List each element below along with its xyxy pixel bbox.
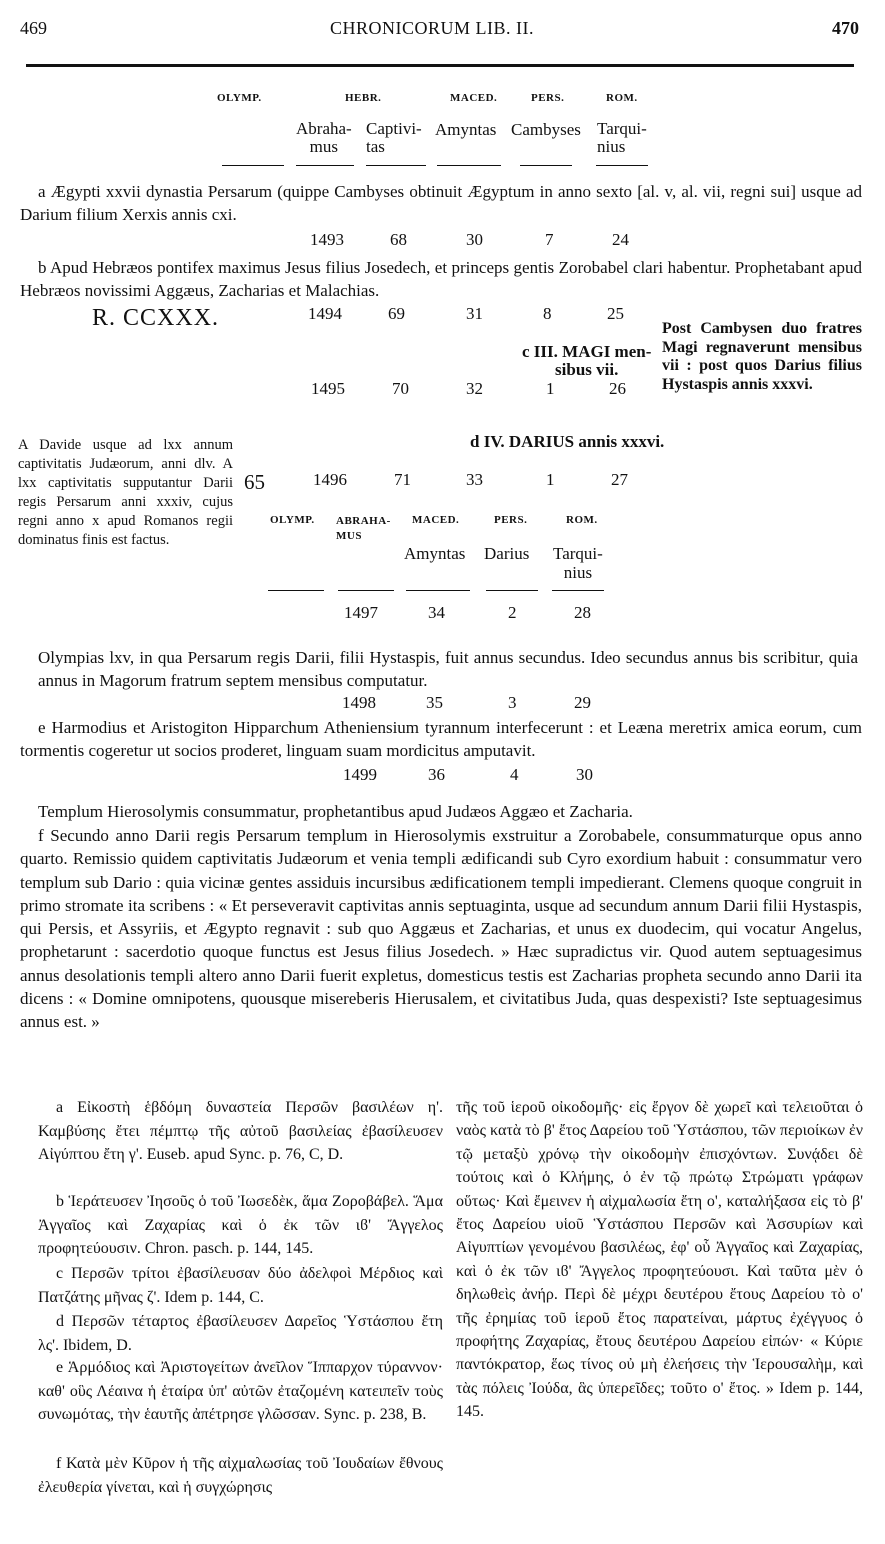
col-label-rom: ROM. — [606, 92, 638, 104]
year-cell: 4 — [510, 765, 519, 784]
year-cell: 34 — [428, 603, 445, 622]
col-name-tarquinius: Tarqui- nius — [597, 119, 647, 156]
col-name-abrahamus: Abraha- mus — [296, 119, 352, 156]
footnote-b: b Ἱεράτευσεν Ἰησοῦς ὁ τοῦ Ἰωσεδὲκ, ἅμα Ζοροβάβελ. Ἅμα Ἀγγαῖος καὶ Ζαχαρίας καὶ ὁ ἐκ τῶν ιϐ' Ἄγγελος προφητεύουσιν. Chron. pasch. p. 144, 145. — [38, 1193, 443, 1257]
margin-note: A Davide usque ad lxx annum captivitatis Judæorum, anni dlv. A lxx captivitatis supputantur Darii regis Persarum anni xxxiv, cujus regni anno x apud Romanos regii dominatus finis est factus. — [18, 437, 233, 548]
col-name-amyntas: Amyntas — [404, 544, 466, 563]
year-cell: 35 — [426, 693, 443, 712]
year-cell: 1 — [546, 379, 555, 398]
table-rule — [338, 590, 394, 591]
year-cell: 3 — [508, 693, 517, 712]
year-cell: 2 — [508, 603, 517, 622]
darius-entry: d IV. DARIUS annis xxxvi. — [470, 432, 665, 451]
year-cell: 1 — [546, 470, 555, 489]
right-side-note: Post Cambysen duo fratres Magi regnaverunt mensibus vii : post quos Darius filius Hystaspis annis xxxvi. — [662, 320, 862, 393]
running-title: CHRONICORUM LIB. II. — [330, 18, 535, 38]
year-cell: 8 — [543, 304, 552, 323]
year-cell: 69 — [388, 304, 405, 323]
year-cell: 1498 — [342, 693, 376, 712]
year-cell: 32 — [466, 379, 483, 398]
table-rule — [268, 590, 324, 591]
table-rule — [406, 590, 470, 591]
page-number-right: 470 — [832, 18, 859, 38]
year-cell: 71 — [394, 470, 411, 489]
magi-entry: c III. MAGI men- sibus vii. — [522, 342, 652, 379]
olympiad-number: 65 — [244, 470, 265, 494]
year-cell: 1499 — [343, 765, 377, 784]
col-label-pers: PERS. — [494, 514, 528, 526]
col-label-olymp: OLYMP. — [270, 514, 315, 526]
year-cell: 68 — [390, 230, 407, 249]
table-rule — [437, 165, 501, 166]
year-cell: 28 — [574, 603, 591, 622]
year-cell: 7 — [545, 230, 554, 249]
col-name-amyntas: Amyntas — [435, 120, 497, 139]
col-label-olymp: OLYMP. — [217, 92, 262, 104]
col-label-hebr: HEBR. — [345, 92, 382, 104]
year-cell: 24 — [612, 230, 629, 249]
year-cell: 36 — [428, 765, 445, 784]
year-cell: 29 — [574, 693, 591, 712]
col-label-abrahamus: ABRAHA- MUS — [336, 515, 391, 542]
year-cell: 33 — [466, 470, 483, 489]
footnote-c: c Περσῶν τρίτοι ἐβασίλευσαν δύο ἀδελφοὶ Μέρδιος καὶ Πατζάτης μῆνας ζ'. Idem p. 144, C. — [38, 1265, 443, 1306]
footnote-d: d Περσῶν τέταρτος ἐβασίλευσεν Δαρεῖος Ὑστάσπου ἔτη λς'. Ibidem, D. — [38, 1313, 443, 1354]
paragraph-f: f Secundo anno Darii regis Persarum templum in Hierosolymis exstruitur a Zorobabele, consummaturque opus anno quarto. Remissio quidem captivitatis Judæorum et venia templi ædificandi sub Cyro exordium habuit : consummatur vero templum sub Dario : quia vicinæ gentes assiduis incursibus ædificationem templi impedierant. Clemens quoque congruit in primo stromate ita scribens : « Et perseveravit captivitas annis septuaginta, usque ad secundum annum Darii filii Hystaspis, qui Persis, et Assyriis, et Ægypto regnavit : sub quo Aggæus et Zacharias, et unus ex duodecim, qui vocatur Angelus, prophetarunt : sacerdotio quoque functus est Jesus filius Josedech. » Hæc supradictus vir. Quod autem septuagesimus annus desolationis templi altero anno Darii fuerit expletus, domesticus testis est Zacharias propheta secundo anno Darii ita dicens : « Domine omnipotens, quousque misereberis Hierusalem, et civitatibus Juda, quas despexisti? Iste septuagesimus annus est. » — [20, 826, 862, 1032]
year-cell: 1494 — [308, 304, 342, 323]
year-cell: 25 — [607, 304, 624, 323]
paragraph-b: b Apud Hebræos pontifex maximus Jesus filius Josedech, et princeps gentis Zorobabel clari habentur. Prophetabant apud Hebræos novissimi Aggæus, Zacharias et Malachias. — [20, 258, 862, 300]
col-name-captivitas: Captivi- tas — [366, 119, 422, 156]
paragraph-a: a Ægypti xxvii dynastia Persarum (quippe Cambyses obtinuit Ægyptum in anno sexto [al. v, al. vii, regni sui] usque ad Darium filium Xerxis annis cxi. — [20, 182, 862, 224]
table-rule — [366, 165, 426, 166]
year-cell: 30 — [576, 765, 593, 784]
header-rule — [26, 64, 854, 67]
table-rule — [520, 165, 572, 166]
year-cell: 27 — [611, 470, 628, 489]
paragraph-olympias: Olympias lxv, in qua Persarum regis Darii, filii Hystaspis, fuit annus secundus. Ideo secundus annus bis scribitur, quia annus in Magorum fratrum septem mensibus computatur. — [38, 648, 858, 690]
col-label-maced: MACED. — [412, 514, 460, 526]
year-cell: 70 — [392, 379, 409, 398]
table-rule — [596, 165, 648, 166]
table-rule — [296, 165, 354, 166]
year-cell: 1493 — [310, 230, 344, 249]
footnote-e: e Ἁρμόδιος καὶ Ἀριστογείτων ἀνεῖλον Ἵππαρχον τύραννον· καθ' οὓς Λέαινα ἡ ἑταίρα ὑπ' αὐτῶν ἐταζομένη κατειπεῖν τοὺς συνωμότας, τὴν ἑαυτῆς ἀπέτρησε γλῶσσαν. Sync. p. 238, B. — [38, 1359, 443, 1423]
col-name-cambyses: Cambyses — [511, 120, 581, 139]
col-label-maced: MACED. — [450, 92, 498, 104]
paragraph-e: e Harmodius et Aristogiton Hipparchum Atheniensium tyrannum interfecerunt : et Leæna meretrix amica eorum, cum tormentis cogeretur ut socios proderet, linguam suam mordicitus amputavit. — [20, 718, 862, 760]
reign-label: R. CCXXX. — [92, 305, 220, 331]
col-label-pers: PERS. — [531, 92, 565, 104]
year-cell: 1495 — [311, 379, 345, 398]
col-name-tarquinius: Tarqui- nius — [553, 544, 603, 582]
table-rule — [222, 165, 284, 166]
table-rule — [486, 590, 538, 591]
footnote-f-continued: τῆς τοῦ ἱεροῦ οἰκοδομῆς· εἰς ἔργον δὲ χωρεῖ καὶ τελειοῦται ὁ ναὸς κατὰ τὸ β' ἔτος Δαρείου τοῦ Ὑστάσπου, τῶν περιοίκων ἐν τῷ μεταξὺ χρόνῳ τὴν οἰκοδομὴν ἐπισχόντων. Συνᾴδει δὲ τούτοις καὶ ὁ Κλήμης, ὁ ἐν τῷ πρώτῳ Στρώματι γράφων οὕτως· Καὶ ἔμεινεν ἡ αἰχμαλωσία ἔτη ο', καταλήξασα εἰς τὸ β' ἔτος Δαρείου υἱοῦ Ὑστάσπου Περσῶν καὶ Ἀσσυρίων καὶ Αἰγυπτίων γενομένου βασιλέως, ἐφ' οὗ Ἀγγαῖος καὶ Ζαχαρίας, καὶ ὁ ἐκ τῶν ιϐ' Ἄγγελος προφητεύουσι. Καὶ ταῦτα μὲν ὁ δηλωθεὶς ἀνήρ. Περὶ δὲ μέχρι δευτέρου ἔτους Δαρείου τὸ ο' τῆς ἐρημίας τοῦ ἱεροῦ ἔτος παρατείναι, μάρτυς ἐχέγγυος ὁ προφήτης Ζαχαρίας, ἔτους δευτέρου Δαρείου εἰπών· « Κύριε παντόκρατορ, ἕως τίνος οὐ μὴ ἐλεήσεις τὴν Ἱερουσαλὴμ, καὶ τὰς πόλεις Ἰούδα, ἃς ὑπερεῖδες; τοῦτο ο' ἔτος. » Idem p. 144, 145. — [456, 1099, 863, 1421]
page-number-left: 469 — [20, 18, 47, 38]
year-cell: 1496 — [313, 470, 347, 489]
paragraph-templum: Templum Hierosolymis consummatur, prophetantibus apud Judæos Aggæo et Zacharia. — [38, 802, 633, 821]
year-cell: 1497 — [344, 603, 378, 622]
col-label-rom: ROM. — [566, 514, 598, 526]
year-cell: 31 — [466, 304, 483, 323]
year-cell: 26 — [609, 379, 626, 398]
footnote-a: a Εἰκοστὴ ἑβδόμη δυναστεία Περσῶν βασιλέων η'. Καμβύσης ἔτει πέμπτῳ τῆς αὐτοῦ βασιλείας ἐβασίλευσεν Αἰγύπτου ἔτη γ'. Euseb. apud Sync. p. 76, C, D. — [38, 1099, 443, 1163]
col-name-darius: Darius — [484, 544, 530, 563]
year-cell: 30 — [466, 230, 483, 249]
footnote-f: f Κατὰ μὲν Κῦρον ἡ τῆς αἰχμαλωσίας τοῦ Ἰουδαίων ἔθνους ἐλευθερία γίνεται, καὶ ἡ συγχώρησις — [38, 1455, 443, 1496]
table-rule — [552, 590, 604, 591]
